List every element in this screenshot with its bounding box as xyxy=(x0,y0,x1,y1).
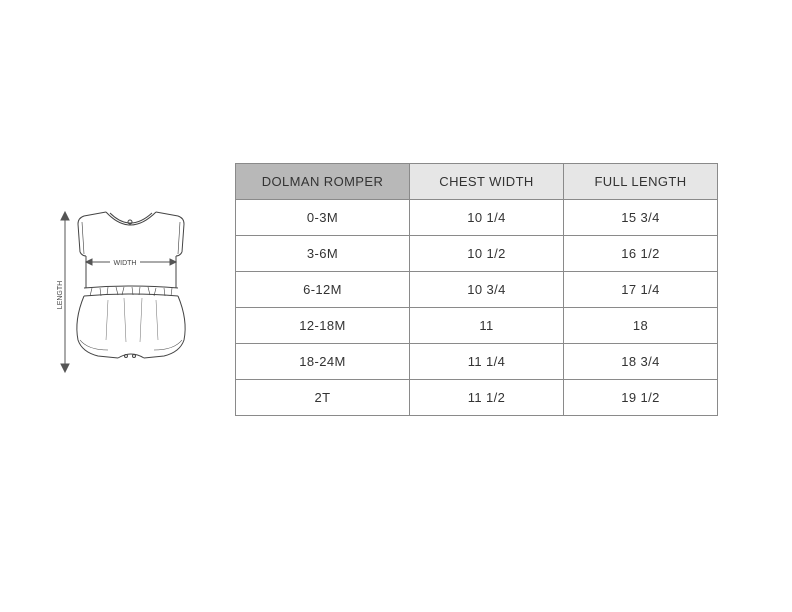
header-chest-width: CHEST WIDTH xyxy=(410,164,564,200)
chest-width-cell: 11 xyxy=(410,308,564,344)
full-length-cell: 15 3/4 xyxy=(564,200,718,236)
table-row xyxy=(236,380,718,416)
chest-width-cell: 10 1/4 xyxy=(410,200,564,236)
chest-width-cell: 10 3/4 xyxy=(410,272,564,308)
table-row xyxy=(236,236,718,272)
table-row xyxy=(236,308,718,344)
size-cell: 18-24M xyxy=(236,344,410,380)
romper-drawing xyxy=(48,200,208,390)
table-row xyxy=(236,344,718,380)
table-header-row xyxy=(236,164,718,200)
size-cell: 3-6M xyxy=(236,236,410,272)
size-chart-table xyxy=(235,163,718,416)
width-label: WIDTH xyxy=(113,260,137,267)
full-length-cell: 19 1/2 xyxy=(564,380,718,416)
full-length-cell: 17 1/4 xyxy=(564,272,718,308)
full-length-cell: 18 3/4 xyxy=(564,344,718,380)
size-cell: 0-3M xyxy=(236,200,410,236)
full-length-cell: 18 xyxy=(564,308,718,344)
size-cell: 6-12M xyxy=(236,272,410,308)
romper-illustration xyxy=(48,200,208,390)
chest-width-cell: 10 1/2 xyxy=(410,236,564,272)
table-row xyxy=(236,200,718,236)
chest-width-cell: 11 1/2 xyxy=(410,380,564,416)
chest-width-cell: 11 1/4 xyxy=(410,344,564,380)
size-cell: 12-18M xyxy=(236,308,410,344)
full-length-cell: 16 1/2 xyxy=(564,236,718,272)
length-label: LENGTH xyxy=(57,280,64,310)
table-row xyxy=(236,272,718,308)
size-cell: 2T xyxy=(236,380,410,416)
header-full-length: FULL LENGTH xyxy=(564,164,718,200)
header-product: DOLMAN ROMPER xyxy=(236,164,410,200)
